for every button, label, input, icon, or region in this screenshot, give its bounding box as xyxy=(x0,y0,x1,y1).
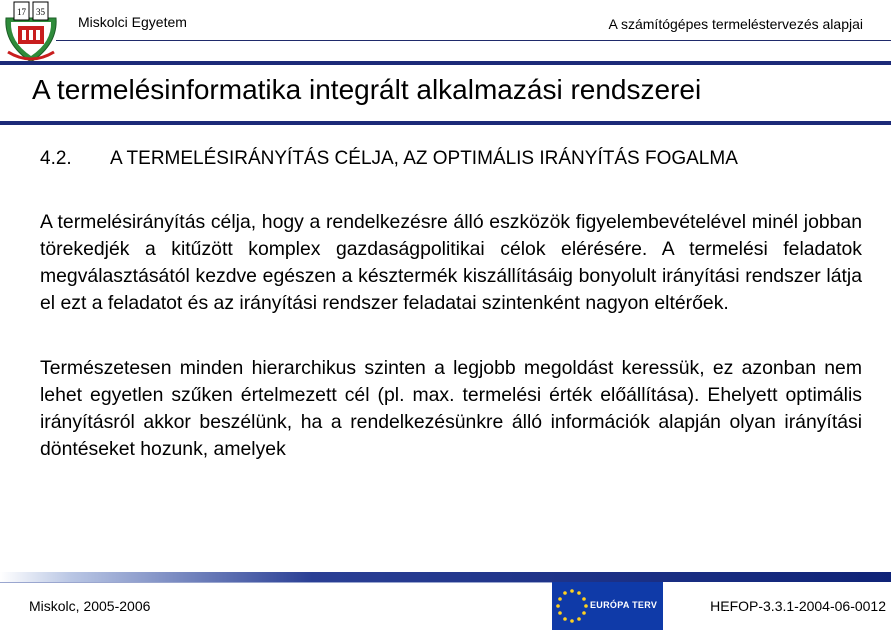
footer-project-code: HEFOP-3.3.1-2004-06-0012 xyxy=(710,598,886,614)
section-heading-text: A TERMELÉSIRÁNYÍTÁS CÉLJA, AZ OPTIMÁLIS IRÁNYÍTÁS FOGALMA xyxy=(110,148,738,169)
header-divider xyxy=(56,40,891,41)
course-title: A számítógépes termeléstervezés alapjai xyxy=(608,16,863,32)
crest-year-right: 35 xyxy=(36,7,45,17)
institution-name: Miskolci Egyetem xyxy=(78,14,187,30)
slide-content xyxy=(40,147,862,463)
footer-location-date: Miskolc, 2005-2006 xyxy=(29,598,151,614)
paragraph-1: A termelésirányítás célja, hogy a rendelkezésre álló eszközök figyelembevételével minél jobban törekedjék a kitűzött komplex gazdaságpolitikai célok elérésére. A termelési feladatok megválasztásától kezdve egészen a késztermék kiszállításáig bonyolult irányítási rendszer látja el ezt a feladatot és az irányítási rendszer feladatai szintenként nagyon eltérőek. xyxy=(40,211,862,314)
eu-logo-label: EURÓPA TERV xyxy=(590,600,658,610)
university-crest-icon xyxy=(2,0,60,66)
section-heading xyxy=(40,147,862,171)
eu-stars-icon xyxy=(552,582,592,630)
footer-gradient-band xyxy=(0,572,891,582)
paragraph-2: Természetesen minden hierarchikus szinten a legjobb megoldást keressük, ez azonban nem lehet egyetlen szűken értelmezett cél (pl. max. termelési érték előállítása). Ehelyett optimális irányításról akkor beszélünk, ha a rendelkezésünkre álló információk alapján olyan irányítási döntéseket hozunk, amelyek xyxy=(40,357,862,460)
crest-year-left: 17 xyxy=(17,7,26,17)
university-crest-logo xyxy=(2,0,60,66)
section-number: 4.2. xyxy=(40,148,72,169)
footer-divider xyxy=(0,582,552,583)
page-title: A termelésinformatika integrált alkalmazási rendszerei xyxy=(32,74,702,105)
europa-terv-logo xyxy=(552,582,663,630)
title-rule-top xyxy=(0,61,891,65)
title-rule-bottom xyxy=(0,121,891,125)
title-band xyxy=(0,61,891,125)
